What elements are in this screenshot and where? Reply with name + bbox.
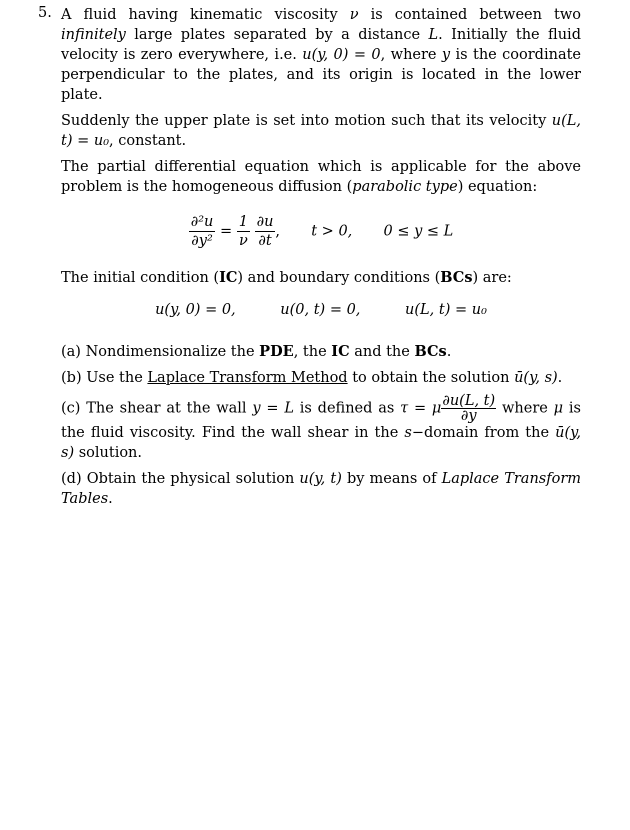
coef-denominator: ν: [238, 233, 248, 249]
part-c-text-f: solution.: [74, 445, 143, 461]
shear-numerator: ∂u(L, t): [442, 393, 496, 409]
lhs-denominator: ∂y²: [191, 233, 213, 249]
intro-text-d: . Initially the fluid velocity is zero everywhere, i.e.: [61, 27, 581, 63]
para2-text-b: , constant.: [109, 133, 187, 149]
part-c-text-b: is defined as: [293, 400, 401, 417]
part-b-text: (b) Use the: [61, 370, 148, 386]
intro-text-e: , where: [380, 47, 442, 63]
boundary-conditions: [61, 300, 581, 320]
rhs-denominator: ∂t: [258, 233, 272, 249]
intro-text-f: is the coordinate perpendicular to the plates, and its origin is located in the lower plate.: [61, 47, 581, 103]
bcs-abbrev: BCs: [440, 269, 473, 286]
part-a-mid2: and the: [349, 344, 415, 360]
y-symbol: y: [441, 47, 451, 63]
para2-text-a: Suddenly the upper plate is set into motion such that its velocity: [61, 113, 552, 129]
part-d: [61, 469, 581, 509]
time-condition: t > 0,: [311, 223, 353, 240]
ic-abbrev: IC: [219, 269, 238, 286]
problem-body: [61, 5, 581, 515]
part-c-text-c: where: [496, 400, 554, 417]
part-a-end: .: [446, 344, 452, 360]
parabolic-type-word: parabolic type: [352, 179, 458, 195]
part-a-mid1: , the: [293, 344, 332, 360]
para3-text-b: ) equation:: [457, 179, 538, 195]
intro-text-c: large plates separated by a distance: [125, 27, 429, 43]
intro-text-b: is contained between two: [358, 7, 581, 23]
nu-symbol: ν: [349, 7, 359, 23]
part-a: [61, 342, 581, 362]
laplace-method-underlined: Laplace Transform Method: [147, 370, 348, 386]
mu-symbol: μ: [553, 400, 564, 417]
conditions-intro-paragraph: [61, 268, 581, 288]
lhs-numerator: ∂²u: [190, 214, 214, 230]
para3-text-a: The partial differential equation which is applicable for the above problem is the homogeneous diffusion (: [61, 159, 581, 195]
diffusion-equation: [61, 213, 581, 250]
eqn-comma: ,: [275, 223, 281, 240]
lower-boundary-condition: u(0, t) = 0,: [280, 302, 361, 318]
domain-condition: 0 ≤ y ≤ L: [383, 223, 454, 240]
rhs-numerator: ∂u: [256, 214, 274, 230]
coef-numerator: 1: [238, 214, 248, 230]
shear-denominator: ∂y: [460, 408, 477, 424]
para4-text-b: ) and boundary conditions (: [237, 270, 441, 286]
shear-definition: τ = μ: [400, 400, 442, 417]
part-b-end: .: [557, 370, 563, 386]
part-c-text-a: (c) The shear at the wall: [61, 400, 253, 417]
part-c: [61, 394, 581, 463]
problem-number: 5.: [38, 5, 52, 21]
part-c-text-d: is the fluid viscosity. Find the wall shear in the: [61, 400, 581, 441]
shear-fraction: [441, 394, 496, 423]
problem-intro: [61, 5, 581, 105]
s-symbol: s: [404, 425, 412, 441]
part-d-end: .: [108, 491, 113, 507]
part-c-text-e: −domain from the: [411, 425, 556, 441]
part-d-text-a: (d) Obtain the physical solution: [61, 471, 300, 487]
upper-plate-paragraph: [61, 111, 581, 151]
part-b-solution-expr: ū(y, s): [514, 370, 558, 386]
physical-solution-expr: u(y, t): [299, 471, 342, 487]
laplace-tables-italic: Laplace Transform Tables: [61, 471, 581, 507]
part-d-text-b: by means of: [341, 471, 442, 487]
initial-condition: u(y, 0) = 0,: [155, 302, 236, 318]
rhs-fraction: [255, 213, 276, 250]
equals-sign: =: [219, 223, 233, 240]
intro-text-a: A fluid having kinematic viscosity: [61, 7, 350, 23]
para4-text-c: ) are:: [472, 270, 512, 286]
part-b: [61, 368, 581, 388]
upper-plate-velocity-expr: u(L, t) = u₀: [61, 113, 581, 149]
coef-fraction: [237, 213, 250, 250]
para4-text-a: The initial condition (: [61, 270, 220, 286]
part-b-mid: to obtain the solution: [347, 370, 515, 386]
upper-boundary-condition: u(L, t) = u₀: [405, 302, 487, 318]
part-a-bcs: BCs: [414, 343, 447, 360]
wall-location-expr: y = L: [252, 400, 294, 417]
L-symbol: L: [428, 27, 439, 43]
part-a-ic: IC: [331, 343, 350, 360]
part-c-solution-expr: ū(y, s): [61, 425, 581, 461]
lhs-fraction: [189, 213, 216, 250]
infinitely-word: infinitely: [61, 27, 126, 43]
part-a-pde: PDE: [259, 343, 294, 360]
part-a-text: (a) Nondimensionalize the: [61, 344, 260, 360]
pde-intro-paragraph: [61, 157, 581, 197]
initial-velocity-expr: u(y, 0) = 0: [302, 47, 381, 63]
